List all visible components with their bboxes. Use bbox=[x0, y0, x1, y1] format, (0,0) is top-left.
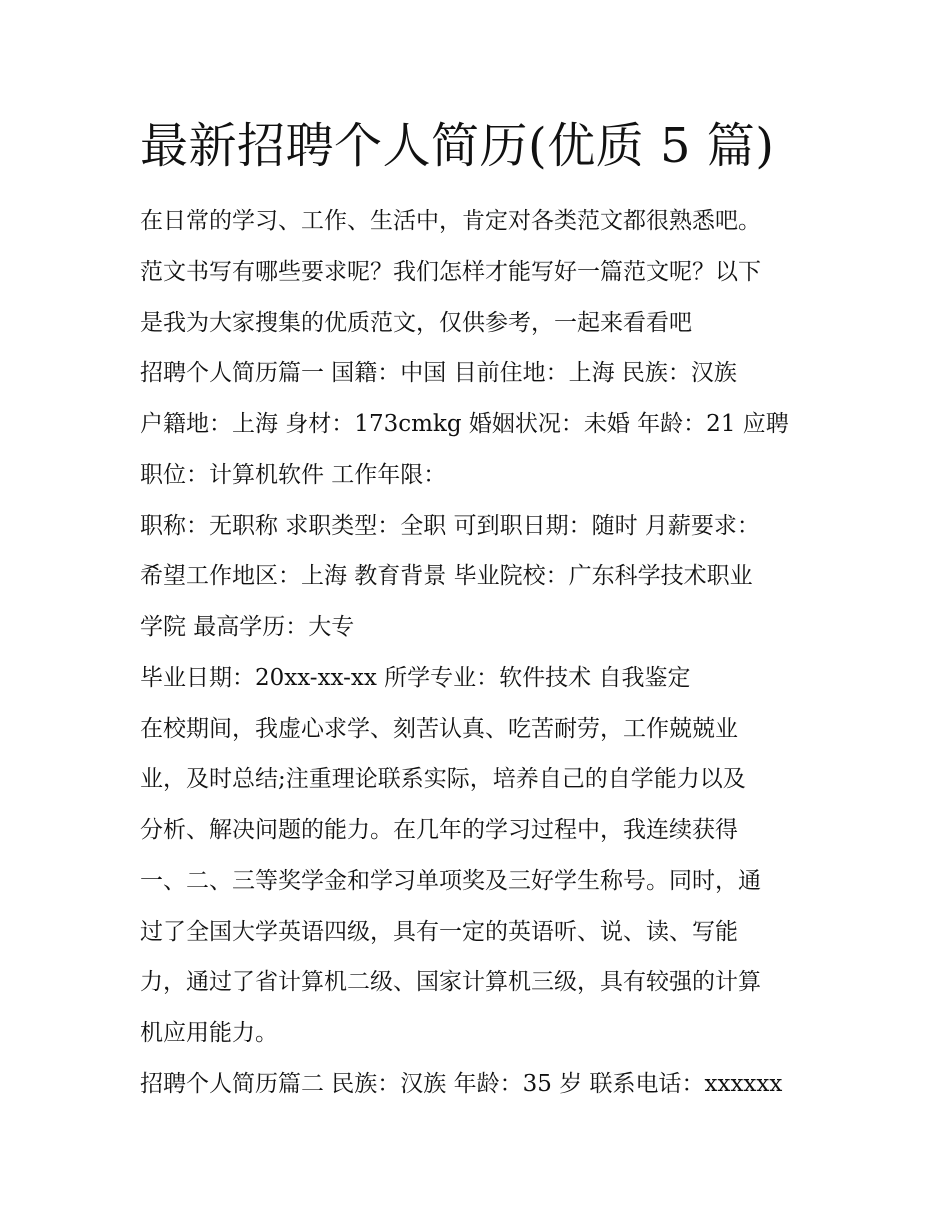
body-line: 过了全国大学英语四级，具有一定的英语听、说、读、写能 bbox=[140, 918, 738, 945]
body-line: 分析、解决问题的能力。在几年的学习过程中，我连续获得 bbox=[140, 817, 738, 843]
body-line: 职称：无职称 求职类型：全职 可到职日期：随时 月薪要求： bbox=[140, 512, 760, 539]
body-line: 在日常的学习、工作、生活中，肯定对各类范文都很熟悉吧。 bbox=[140, 208, 761, 234]
body-line: 一、二、三等奖学金和学习单项奖及三好学生称号。同时，通 bbox=[140, 867, 761, 894]
body-line: 范文书写有哪些要求呢？我们怎样才能写好一篇范文呢？以下 bbox=[140, 258, 761, 285]
body-line: 力，通过了省计算机二级、国家计算机三级，具有较强的计算 bbox=[140, 969, 761, 996]
document-body bbox=[140, 196, 820, 1110]
section-heading-resume-1: 招聘个人简历篇一 国籍：中国 目前住地：上海 民族：汉族 bbox=[140, 360, 737, 387]
body-line: 业，及时总结;注重理论联系实际，培养自己的自学能力以及 bbox=[140, 766, 746, 793]
body-line: 在校期间，我虚心求学、刻苦认真、吃苦耐劳，工作兢兢业 bbox=[140, 715, 738, 742]
body-line: 学院 最高学历：大专 bbox=[140, 614, 355, 640]
body-line: 是我为大家搜集的优质范文，仅供参考，一起来看看吧 bbox=[140, 309, 692, 336]
body-line: 职位：计算机软件 工作年限： bbox=[140, 461, 447, 488]
body-line: 毕业日期：20xx-xx-xx 所学专业：软件技术 自我鉴定 bbox=[140, 664, 691, 691]
body-line: 机应用能力。 bbox=[140, 1020, 278, 1046]
document-title: 最新招聘个人简历(优质 5 篇) bbox=[140, 118, 775, 174]
body-line: 希望工作地区：上海 教育背景 毕业院校：广东科学技术职业 bbox=[140, 563, 753, 590]
body-line: 户籍地：上海 身材：173cmkg 婚姻状况：未婚 年龄：21 应聘 bbox=[140, 411, 789, 437]
section-heading-resume-2: 招聘个人简历篇二 民族：汉族 年龄：35 岁 联系电话：xxxxxx bbox=[140, 1070, 783, 1097]
